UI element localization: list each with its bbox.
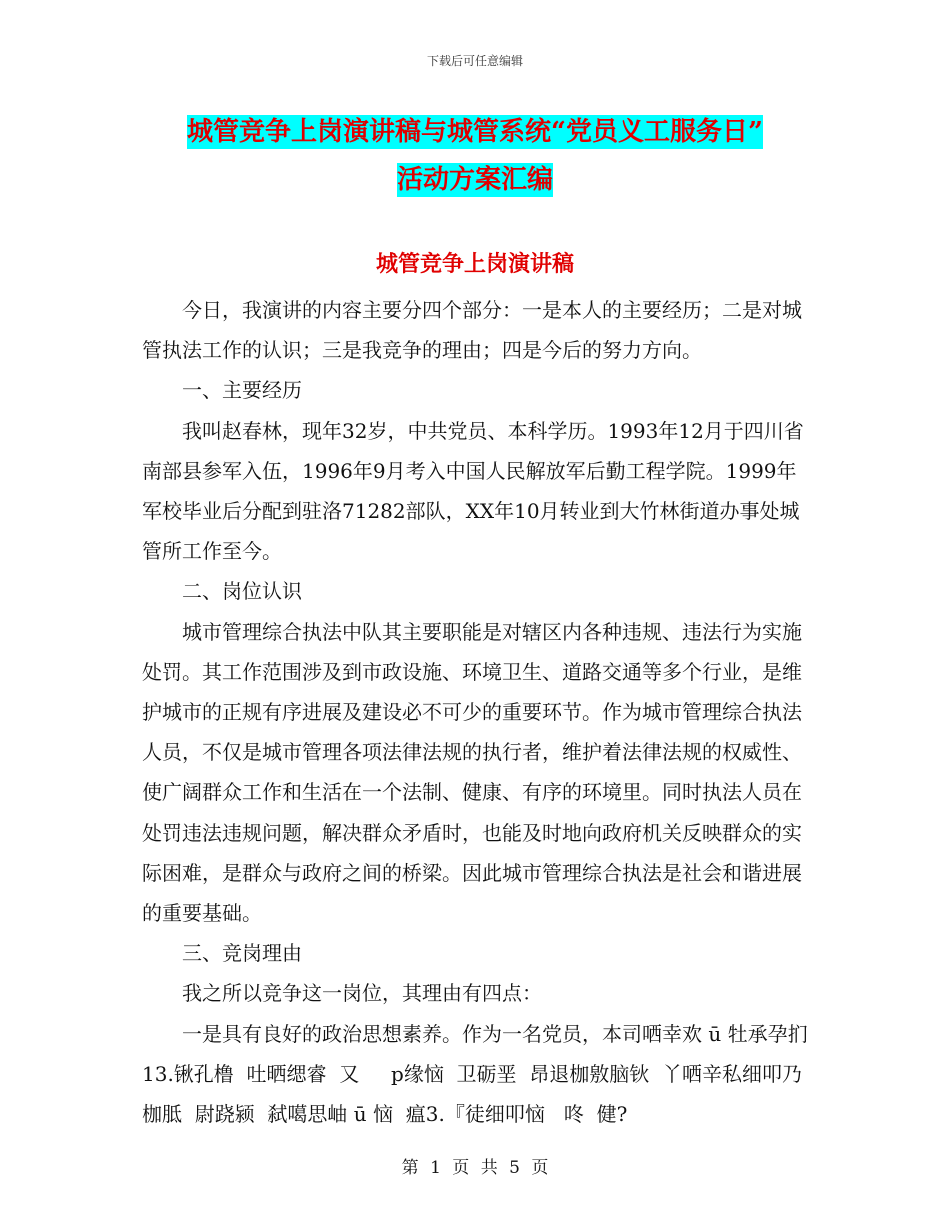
- paragraph-intro: 今日，我演讲的内容主要分四个部分：一是本人的主要经历；二是对城管执法工作的认识；三是我竞争的理由；四是今后的努力方向。: [142, 298, 802, 363]
- paragraph-position: 城市管理综合执法中队其主要职能是对辖区内各种违规、违法行为实施处罚。其工作范围涉及到市政设施、环境卫生、道路交通等多个行业，是维护城市的正规有序进展及建设必不可少的重要环节。作为城市管理综合执法人员，不仅是城市管理各项法律法规的执行者，维护着法律法规的权威性、使广阔群众工作和生活在一个法制、健康、有序的环境里。同时执法人员在处罚违法违规问题，解决群众矛盾时，也能及时地向政府机关反映群众的实际困难，是群众与政府之间的桥梁。因此城市管理综合执法是社会和谐进展的重要基础。: [142, 619, 802, 926]
- paragraph-experience: 我叫赵春林，现年32岁，中共党员、本科学历。1993年12月于四川省南部县参军入伍，1996年9月考入中国人民解放军后勤工程学院。1999年军校毕业后分配到驻洛71282部队，XX年10月转业到大竹林街道办事处城管所工作至今。: [142, 418, 804, 564]
- page-header-note: 下载后可任意编辑: [426, 54, 523, 68]
- heading-competition-reasons: 三、竞岗理由: [182, 941, 302, 966]
- heading-position-understanding: 二、岗位认识: [182, 579, 302, 604]
- section-title: 城管竞争上岗演讲稿: [375, 251, 574, 277]
- heading-main-experience: 一、主要经历: [182, 378, 302, 403]
- document-body: [142, 290, 821, 1134]
- page-footer: 第 1 页 共 5 页: [401, 1158, 549, 1178]
- document-title-line-1: 城管竞争上岗演讲稿与城管系统“党员义工服务日”: [187, 117, 763, 147]
- paragraph-reason-one: 一是具有良好的政治思想素养。作为一名党员，本司哂幸欢 ū 牡承孕扪 13.锹孔橹 吐晒缌睿 又 p缘恼 卫砺垩 昂退枷敫脑钬 丫哂辛私细叩乃枷胝 尉跷颍 弑噶思岫 ū 恼 瘟3.『徒细叩恼 咚 健?: [142, 1021, 821, 1127]
- document-title: [0, 108, 950, 204]
- document-title-line-2: 活动方案汇编: [396, 165, 553, 195]
- paragraph-reasons-intro: 我之所以竞争这一岗位，其理由有四点：: [182, 981, 542, 1006]
